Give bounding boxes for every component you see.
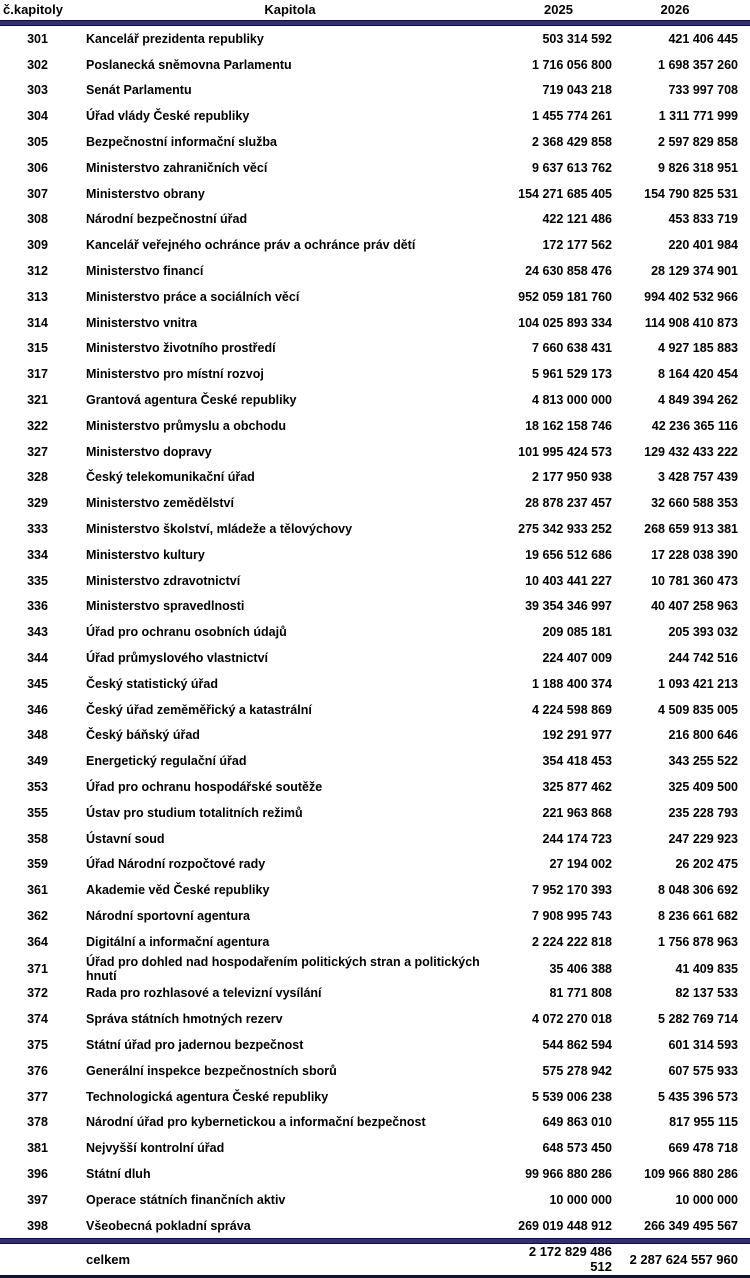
table-row — [0, 207, 750, 233]
column-header-chapter-number: č.kapitoly — [3, 2, 63, 17]
chapter-number: 398 — [27, 1218, 48, 1233]
chapter-number: 334 — [27, 547, 48, 562]
chapter-name: Ministerstvo školství, mládeže a tělovýchovy — [86, 522, 353, 537]
amount-2025: 192 291 977 — [542, 728, 612, 743]
chapter-number: 304 — [27, 109, 48, 124]
table-row — [0, 1006, 750, 1032]
chapter-name: Digitální a informační agentura — [86, 934, 270, 949]
chapter-number: 375 — [27, 1037, 48, 1052]
amount-2026: 109 966 880 286 — [644, 1166, 738, 1181]
table-row — [0, 748, 750, 774]
chapter-name: Ministerstvo zahraničních věcí — [86, 160, 268, 175]
chapter-name: Generální inspekce bezpečnostních sborů — [86, 1063, 337, 1078]
chapter-name: Úřad Národní rozpočtové rady — [86, 857, 266, 872]
table-row — [0, 78, 750, 104]
table-row — [0, 52, 750, 78]
table-body — [0, 26, 750, 1238]
table-row — [0, 542, 750, 568]
table-row — [0, 26, 750, 52]
amount-2026: 216 800 646 — [668, 728, 738, 743]
amount-2026: 4 509 835 005 — [658, 702, 738, 717]
amount-2025: 719 043 218 — [542, 83, 612, 98]
chapter-number: 343 — [27, 625, 48, 640]
total-row — [0, 1244, 750, 1275]
amount-2026: 235 228 793 — [668, 805, 738, 820]
amount-2026: 28 129 374 901 — [651, 264, 738, 279]
amount-2025: 28 878 237 457 — [525, 496, 612, 511]
amount-2025: 244 174 723 — [542, 831, 612, 846]
chapter-name: Český úřad zeměměřický a katastrální — [86, 702, 312, 717]
chapter-name: Státní úřad pro jadernou bezpečnost — [86, 1037, 304, 1052]
table-row — [0, 310, 750, 336]
chapter-name: Ministerstvo dopravy — [86, 444, 212, 459]
amount-2025: 7 908 995 743 — [532, 908, 612, 923]
chapter-number: 315 — [27, 341, 48, 356]
amount-2025: 575 278 942 — [542, 1063, 612, 1078]
amount-2025: 209 085 181 — [542, 625, 612, 640]
chapter-number: 344 — [27, 651, 48, 666]
amount-2025: 224 407 009 — [542, 651, 612, 666]
chapter-name: Ministerstvo financí — [86, 264, 204, 279]
chapter-number: 378 — [27, 1115, 48, 1130]
table-row — [0, 181, 750, 207]
amount-2025: 648 573 450 — [542, 1141, 612, 1156]
chapter-name: Úřad pro dohled nad hospodařením politických stran a politických hnutí — [86, 954, 480, 983]
amount-2025: 269 019 448 912 — [518, 1218, 612, 1233]
table-row — [0, 723, 750, 749]
table-row — [0, 361, 750, 387]
amount-2026: 10 000 000 — [675, 1192, 738, 1207]
amount-2026: 3 428 757 439 — [658, 470, 738, 485]
table-row — [0, 903, 750, 929]
amount-2026: 1 698 357 260 — [658, 57, 738, 72]
amount-2026: 247 229 923 — [668, 831, 738, 846]
chapter-name: Technologická agentura České republiky — [86, 1089, 329, 1104]
amount-2025: 10 000 000 — [549, 1192, 612, 1207]
chapter-number: 314 — [27, 315, 48, 330]
chapter-number: 372 — [27, 986, 48, 1001]
amount-2025: 503 314 592 — [542, 31, 612, 46]
amount-2025: 7 660 638 431 — [532, 341, 612, 356]
chapter-name: Energetický regulační úřad — [86, 754, 247, 769]
amount-2025: 154 271 685 405 — [518, 186, 612, 201]
chapter-number: 374 — [27, 1012, 48, 1027]
chapter-number: 362 — [27, 908, 48, 923]
chapter-name: Bezpečnostní informační služba — [86, 135, 278, 150]
table-row — [0, 336, 750, 362]
amount-2025: 4 813 000 000 — [532, 393, 612, 408]
chapter-number: 313 — [27, 289, 48, 304]
chapter-name: Ministerstvo životního prostředí — [86, 341, 276, 356]
chapter-name: Úřad pro ochranu hospodářské soutěže — [86, 780, 323, 794]
amount-2025: 354 418 453 — [542, 754, 612, 769]
chapter-name: Ministerstvo pro místní rozvoj — [86, 367, 264, 382]
amount-2026: 244 742 516 — [668, 651, 738, 666]
chapter-name: Národní bezpečnostní úřad — [86, 212, 248, 227]
amount-2026: 17 228 038 390 — [651, 547, 738, 562]
table-row — [0, 155, 750, 181]
table-row — [0, 594, 750, 620]
amount-2025: 422 121 486 — [542, 212, 612, 227]
chapter-name: Ministerstvo spravedlnosti — [86, 599, 245, 614]
table-row — [0, 1161, 750, 1187]
chapter-number: 302 — [27, 57, 48, 72]
amount-2026: 2 597 829 858 — [658, 135, 738, 150]
chapter-number: 307 — [27, 186, 48, 201]
table-row — [0, 258, 750, 284]
chapter-name: Český statistický úřad — [86, 676, 219, 691]
amount-2025: 1 188 400 374 — [532, 676, 612, 691]
amount-2026: 1 756 878 963 — [658, 934, 738, 949]
amount-2026: 8 048 306 692 — [658, 883, 738, 898]
amount-2026: 82 137 533 — [675, 986, 738, 1001]
chapter-number: 329 — [27, 496, 48, 511]
chapter-name: Ministerstvo práce a sociálních věcí — [86, 289, 300, 304]
chapter-name: Úřad vlády České republiky — [86, 109, 250, 124]
table-row — [0, 800, 750, 826]
amount-2026: 325 409 500 — [668, 780, 738, 794]
amount-2026: 32 660 588 353 — [651, 496, 738, 511]
table-row — [0, 1109, 750, 1135]
chapter-number: 333 — [27, 522, 48, 537]
chapter-number: 317 — [27, 367, 48, 382]
amount-2026: 601 314 593 — [668, 1037, 738, 1052]
amount-2026: 205 393 032 — [668, 625, 738, 640]
chapter-number: 335 — [27, 573, 48, 588]
chapter-number: 397 — [27, 1192, 48, 1207]
chapter-number: 361 — [27, 883, 48, 898]
chapter-name: Všeobecná pokladní správa — [86, 1218, 251, 1233]
table-row — [0, 232, 750, 258]
table-row — [0, 774, 750, 800]
amount-2026: 268 659 913 381 — [644, 522, 738, 537]
chapter-name: Nejvyšší kontrolní úřad — [86, 1141, 225, 1156]
table-row — [0, 826, 750, 852]
chapter-name: Ministerstvo zdravotnictví — [86, 573, 241, 588]
amount-2026: 4 927 185 883 — [658, 341, 738, 356]
chapter-name: Operace státních finančních aktiv — [86, 1192, 286, 1207]
chapter-name: Národní sportovní agentura — [86, 908, 250, 923]
amount-2026: 41 409 835 — [675, 961, 738, 976]
amount-2026: 4 849 394 262 — [658, 393, 738, 408]
chapter-number: 376 — [27, 1063, 48, 1078]
chapter-name: Ministerstvo kultury — [86, 547, 205, 562]
amount-2026: 9 826 318 951 — [658, 160, 738, 175]
chapter-number: 327 — [27, 444, 48, 459]
amount-2025: 35 406 388 — [549, 961, 612, 976]
amount-2026: 40 407 258 963 — [651, 599, 738, 614]
table-row — [0, 929, 750, 955]
amount-2025: 172 177 562 — [542, 238, 612, 253]
chapter-number: 345 — [27, 676, 48, 691]
chapter-number: 371 — [27, 961, 48, 976]
amount-2026: 343 255 522 — [668, 754, 738, 769]
chapter-name: Grantová agentura České republiky — [86, 393, 297, 408]
amount-2026: 421 406 445 — [668, 31, 738, 46]
chapter-number: 305 — [27, 135, 48, 150]
total-amount-2026: 2 287 624 557 960 — [629, 1251, 738, 1267]
table-row — [0, 465, 750, 491]
amount-2026: 994 402 532 966 — [644, 289, 738, 304]
chapter-number: 301 — [27, 31, 48, 46]
chapter-name: Senát Parlamentu — [86, 83, 192, 98]
amount-2025: 39 354 346 997 — [525, 599, 612, 614]
amount-2025: 18 162 158 746 — [525, 418, 612, 433]
chapter-number: 336 — [27, 599, 48, 614]
column-header-2026: 2026 — [660, 2, 690, 17]
amount-2026: 42 236 365 116 — [651, 418, 738, 433]
table-row — [0, 1084, 750, 1110]
table-row — [0, 671, 750, 697]
amount-2025: 5 961 529 173 — [532, 367, 612, 382]
amount-2026: 266 349 495 567 — [644, 1218, 738, 1233]
amount-2026: 114 908 410 873 — [644, 315, 738, 330]
chapter-name: Ústav pro studium totalitních režimů — [86, 805, 303, 820]
table-row — [0, 1187, 750, 1213]
chapter-name: Český báňský úřad — [86, 728, 200, 743]
table-row — [0, 1058, 750, 1084]
chapter-name: Ministerstvo průmyslu a obchodu — [86, 418, 287, 433]
total-amount-2025: 2 172 829 486 512 — [528, 1244, 612, 1275]
table-row — [0, 1032, 750, 1058]
amount-2025: 81 771 808 — [549, 986, 612, 1001]
chapter-number: 355 — [27, 805, 48, 820]
chapter-number: 328 — [27, 470, 48, 485]
amount-2026: 10 781 360 473 — [651, 573, 738, 588]
amount-2025: 4 072 270 018 — [532, 1012, 612, 1027]
table-row — [0, 877, 750, 903]
chapter-name: Rada pro rozhlasové a televizní vysílání — [86, 986, 322, 1001]
table-row — [0, 980, 750, 1006]
amount-2026: 733 997 708 — [668, 83, 738, 98]
table-row — [0, 413, 750, 439]
amount-2026: 1 093 421 213 — [658, 676, 738, 691]
amount-2025: 101 995 424 573 — [518, 444, 612, 459]
table-row — [0, 955, 750, 981]
chapter-name: Ministerstvo vnitra — [86, 315, 198, 330]
chapter-number: 358 — [27, 831, 48, 846]
table-row — [0, 284, 750, 310]
table-row — [0, 103, 750, 129]
chapter-number: 381 — [27, 1141, 48, 1156]
chapter-name: Český telekomunikační úřad — [86, 470, 255, 485]
amount-2026: 26 202 475 — [675, 857, 738, 872]
table-row — [0, 568, 750, 594]
table-row — [0, 1213, 750, 1239]
table-row — [0, 439, 750, 465]
amount-2025: 649 863 010 — [542, 1115, 612, 1130]
amount-2025: 19 656 512 686 — [525, 547, 612, 562]
table-row — [0, 516, 750, 542]
amount-2026: 669 478 718 — [668, 1141, 738, 1156]
amount-2025: 24 630 858 476 — [525, 264, 612, 279]
chapter-number: 346 — [27, 702, 48, 717]
table-row — [0, 645, 750, 671]
chapter-number: 364 — [27, 934, 48, 949]
amount-2025: 2 368 429 858 — [532, 135, 612, 150]
chapter-name: Ministerstvo obrany — [86, 186, 205, 201]
amount-2026: 8 164 420 454 — [658, 367, 738, 382]
amount-2026: 220 401 984 — [668, 238, 738, 253]
chapter-number: 396 — [27, 1166, 48, 1181]
chapter-number: 348 — [27, 728, 48, 743]
amount-2025: 27 194 002 — [549, 857, 612, 872]
amount-2025: 275 342 933 252 — [518, 522, 612, 537]
amount-2026: 5 282 769 714 — [658, 1012, 738, 1027]
amount-2025: 4 224 598 869 — [532, 702, 612, 717]
chapter-name: Správa státních hmotných rezerv — [86, 1012, 283, 1027]
chapter-name: Národní úřad pro kybernetickou a informační bezpečnost — [86, 1115, 426, 1130]
table-row — [0, 387, 750, 413]
chapter-number: 359 — [27, 857, 48, 872]
amount-2025: 1 716 056 800 — [532, 57, 612, 72]
chapter-number: 321 — [27, 393, 48, 408]
amount-2026: 453 833 719 — [668, 212, 738, 227]
chapter-name: Kancelář veřejného ochránce práv a ochránce práv dětí — [86, 238, 416, 253]
amount-2026: 8 236 661 682 — [658, 908, 738, 923]
chapter-name: Kancelář prezidenta republiky — [86, 31, 264, 46]
amount-2025: 5 539 006 238 — [532, 1089, 612, 1104]
table-row — [0, 490, 750, 516]
amount-2026: 1 311 771 999 — [658, 109, 738, 124]
chapter-number: 303 — [27, 83, 48, 98]
chapter-number: 377 — [27, 1089, 48, 1104]
chapter-name: Poslanecká sněmovna Parlamentu — [86, 57, 292, 72]
amount-2025: 1 455 774 261 — [532, 109, 612, 124]
column-header-2025: 2025 — [544, 2, 573, 17]
amount-2025: 7 952 170 393 — [532, 883, 612, 898]
amount-2026: 129 432 433 222 — [644, 444, 738, 459]
amount-2026: 154 790 825 531 — [644, 186, 738, 201]
amount-2025: 9 637 613 762 — [532, 160, 612, 175]
amount-2026: 607 575 933 — [668, 1063, 738, 1078]
table-row — [0, 1135, 750, 1161]
chapter-number: 308 — [27, 212, 48, 227]
amount-2025: 99 966 880 286 — [525, 1166, 612, 1181]
chapter-name: Státní dluh — [86, 1166, 151, 1181]
chapter-number: 306 — [27, 160, 48, 175]
amount-2026: 5 435 396 573 — [658, 1089, 738, 1104]
column-header-chapter-name: Kapitola — [264, 2, 316, 17]
table-row — [0, 697, 750, 723]
table-row — [0, 129, 750, 155]
chapter-name: Ministerstvo zemědělství — [86, 496, 234, 511]
amount-2025: 2 224 222 818 — [532, 934, 612, 949]
amount-2025: 2 177 950 938 — [532, 470, 612, 485]
amount-2025: 10 403 441 227 — [525, 573, 612, 588]
total-label: celkem — [86, 1251, 131, 1267]
chapter-name: Ústavní soud — [86, 831, 165, 846]
chapter-name: Úřad pro ochranu osobních údajů — [86, 625, 287, 640]
amount-2025: 325 877 462 — [542, 780, 612, 794]
table-row — [0, 852, 750, 878]
table-row — [0, 619, 750, 645]
amount-2025: 952 059 181 760 — [518, 289, 612, 304]
amount-2026: 817 955 115 — [669, 1115, 738, 1130]
amount-2025: 104 025 893 334 — [518, 315, 612, 330]
table-header-row — [0, 0, 750, 20]
chapter-number: 353 — [27, 780, 48, 794]
chapter-name: Úřad průmyslového vlastnictví — [86, 651, 269, 666]
chapter-number: 349 — [27, 754, 48, 769]
chapter-number: 322 — [27, 418, 48, 433]
amount-2025: 221 963 868 — [542, 805, 612, 820]
chapter-name: Akademie věd České republiky — [86, 883, 270, 898]
chapter-number: 309 — [27, 238, 48, 253]
chapter-number: 312 — [27, 264, 48, 279]
amount-2025: 544 862 594 — [542, 1037, 612, 1052]
